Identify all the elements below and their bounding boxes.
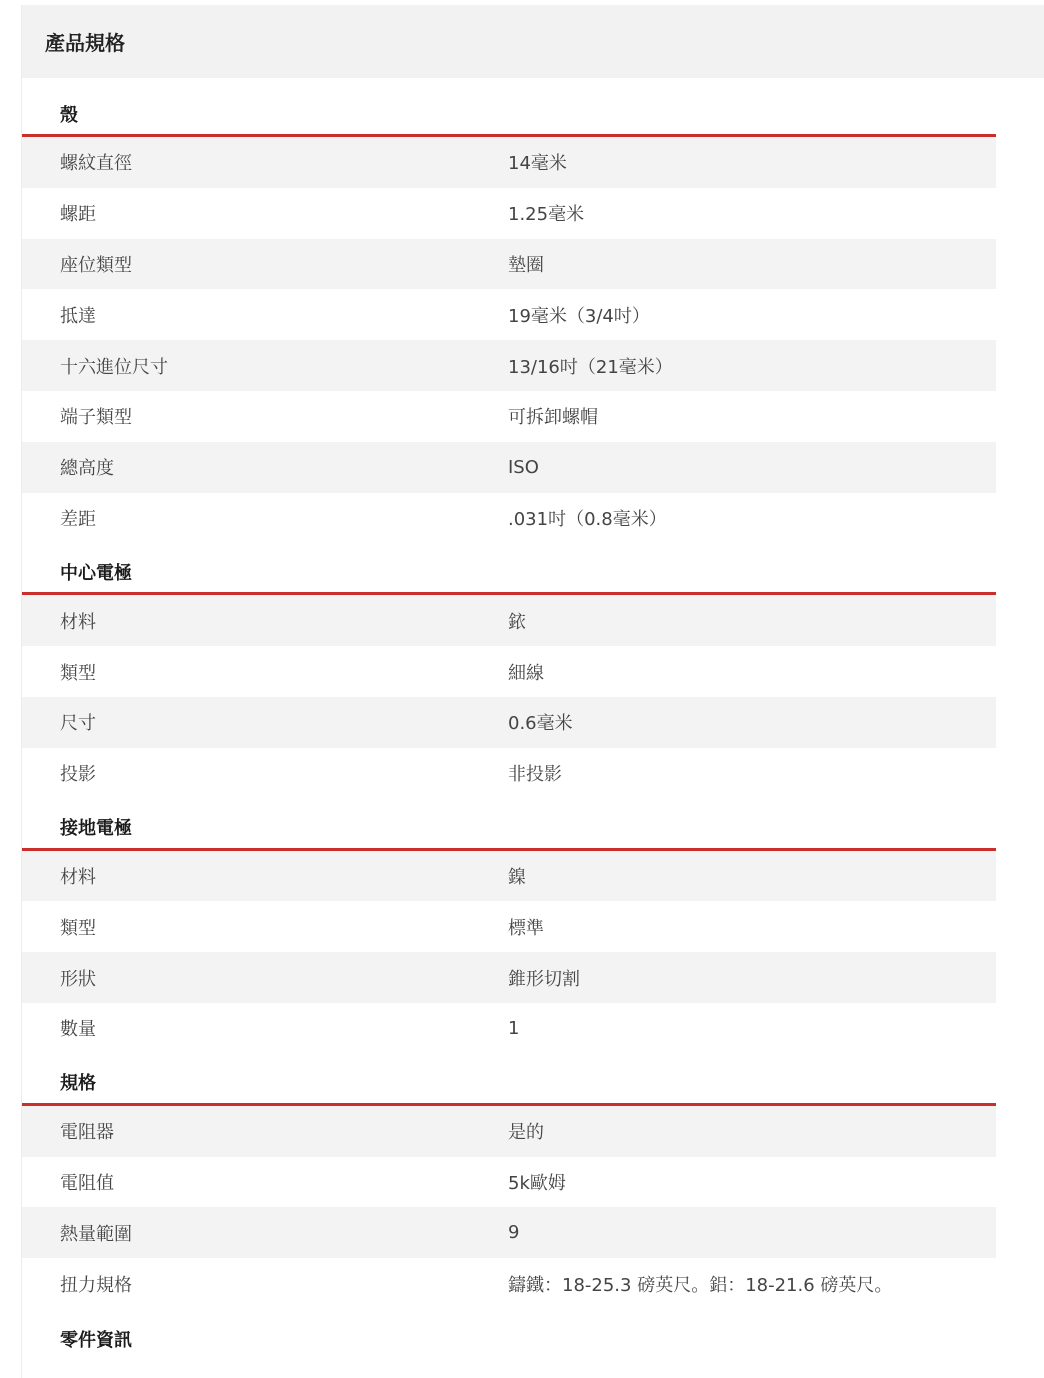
spec-row [22,1003,996,1054]
spec-value: 5k歐姆 [508,1172,566,1194]
spec-group-center-electrode [22,551,996,798]
spec-row [22,851,996,902]
spec-row [22,289,996,340]
spec-row [22,1157,996,1208]
spec-row [22,748,996,799]
spec-value: 是的 [508,1122,544,1144]
spec-group-shell [22,93,996,543]
spec-group-title: 規格 [60,1073,96,1095]
spec-group-header [22,807,996,851]
spec-rows [22,851,996,1054]
spec-label: 類型 [60,662,96,684]
spec-value: 14毫米 [508,153,567,175]
spec-group-title: 殼 [60,104,78,126]
spec-group-title: 零件資訊 [60,1329,132,1351]
spec-value: 錐形切割 [508,968,580,990]
spec-group-header [22,93,996,137]
spec-value: 19毫米（3/4吋） [508,305,650,327]
spec-label: 投影 [60,764,96,786]
spec-label: 材料 [60,866,96,888]
page-title: 產品規格 [45,31,125,55]
spec-label: 材料 [60,611,96,633]
spec-label: 端子類型 [60,407,132,429]
spec-row [22,952,996,1003]
spec-label: 數量 [60,1019,96,1041]
spec-row [22,239,996,290]
spec-label: 螺紋直徑 [60,153,132,175]
spec-value: .031吋（0.8毫米） [508,508,667,530]
spec-group-ground-electrode [22,807,996,1054]
spec-value: 細線 [508,662,544,684]
spec-rows [22,137,996,543]
spec-label: 扭力規格 [60,1274,132,1296]
spec-label: 抵達 [60,305,96,327]
spec-row [22,646,996,697]
spec-value: 鎳 [508,866,526,888]
spec-row [22,391,996,442]
spec-value: 1 [508,1017,520,1039]
spec-value: 13/16吋（21毫米） [508,356,673,378]
spec-value: 非投影 [508,764,562,786]
spec-value: 鑄鐵：18-25.3 磅英尺。鋁：18-21.6 磅英尺。 [508,1274,893,1296]
spec-group-part-info [22,1317,996,1361]
spec-label: 熱量範圍 [60,1223,132,1245]
spec-row [22,595,996,646]
spec-value: 銥 [508,611,526,633]
spec-row [22,1258,996,1309]
spec-label: 座位類型 [60,254,132,276]
spec-group-title: 中心電極 [60,562,132,584]
spec-row [22,1207,996,1258]
spec-value: 9 [508,1222,520,1244]
spec-label: 螺距 [60,204,96,226]
spec-group-header [22,551,996,595]
spec-label: 電阻值 [60,1172,114,1194]
spec-label: 形狀 [60,968,96,990]
spec-value: 標準 [508,917,544,939]
spec-group-header [22,1062,996,1106]
spec-group-header [22,1317,996,1361]
spec-row [22,493,996,544]
spec-label: 類型 [60,917,96,939]
spec-value: 墊圈 [508,254,544,276]
panel-header [22,5,1044,78]
spec-value: 可拆卸螺帽 [508,407,598,429]
spec-value: 0.6毫米 [508,713,573,735]
spec-row [22,697,996,748]
spec-rows [22,1106,996,1309]
spec-rows [22,595,996,798]
spec-label: 總高度 [60,458,114,480]
spec-row [22,340,996,391]
spec-label: 電阻器 [60,1122,114,1144]
spec-value: 1.25毫米 [508,204,585,226]
spec-label: 差距 [60,508,96,530]
spec-row [22,1106,996,1157]
spec-label: 尺寸 [60,713,96,735]
spec-table [22,93,996,1361]
spec-group-specifications [22,1062,996,1309]
spec-group-title: 接地電極 [60,818,132,840]
spec-row [22,442,996,493]
spec-row [22,901,996,952]
spec-label: 十六進位尺寸 [60,356,168,378]
spec-value: ISO [508,456,539,478]
spec-row [22,137,996,188]
spec-row [22,188,996,239]
